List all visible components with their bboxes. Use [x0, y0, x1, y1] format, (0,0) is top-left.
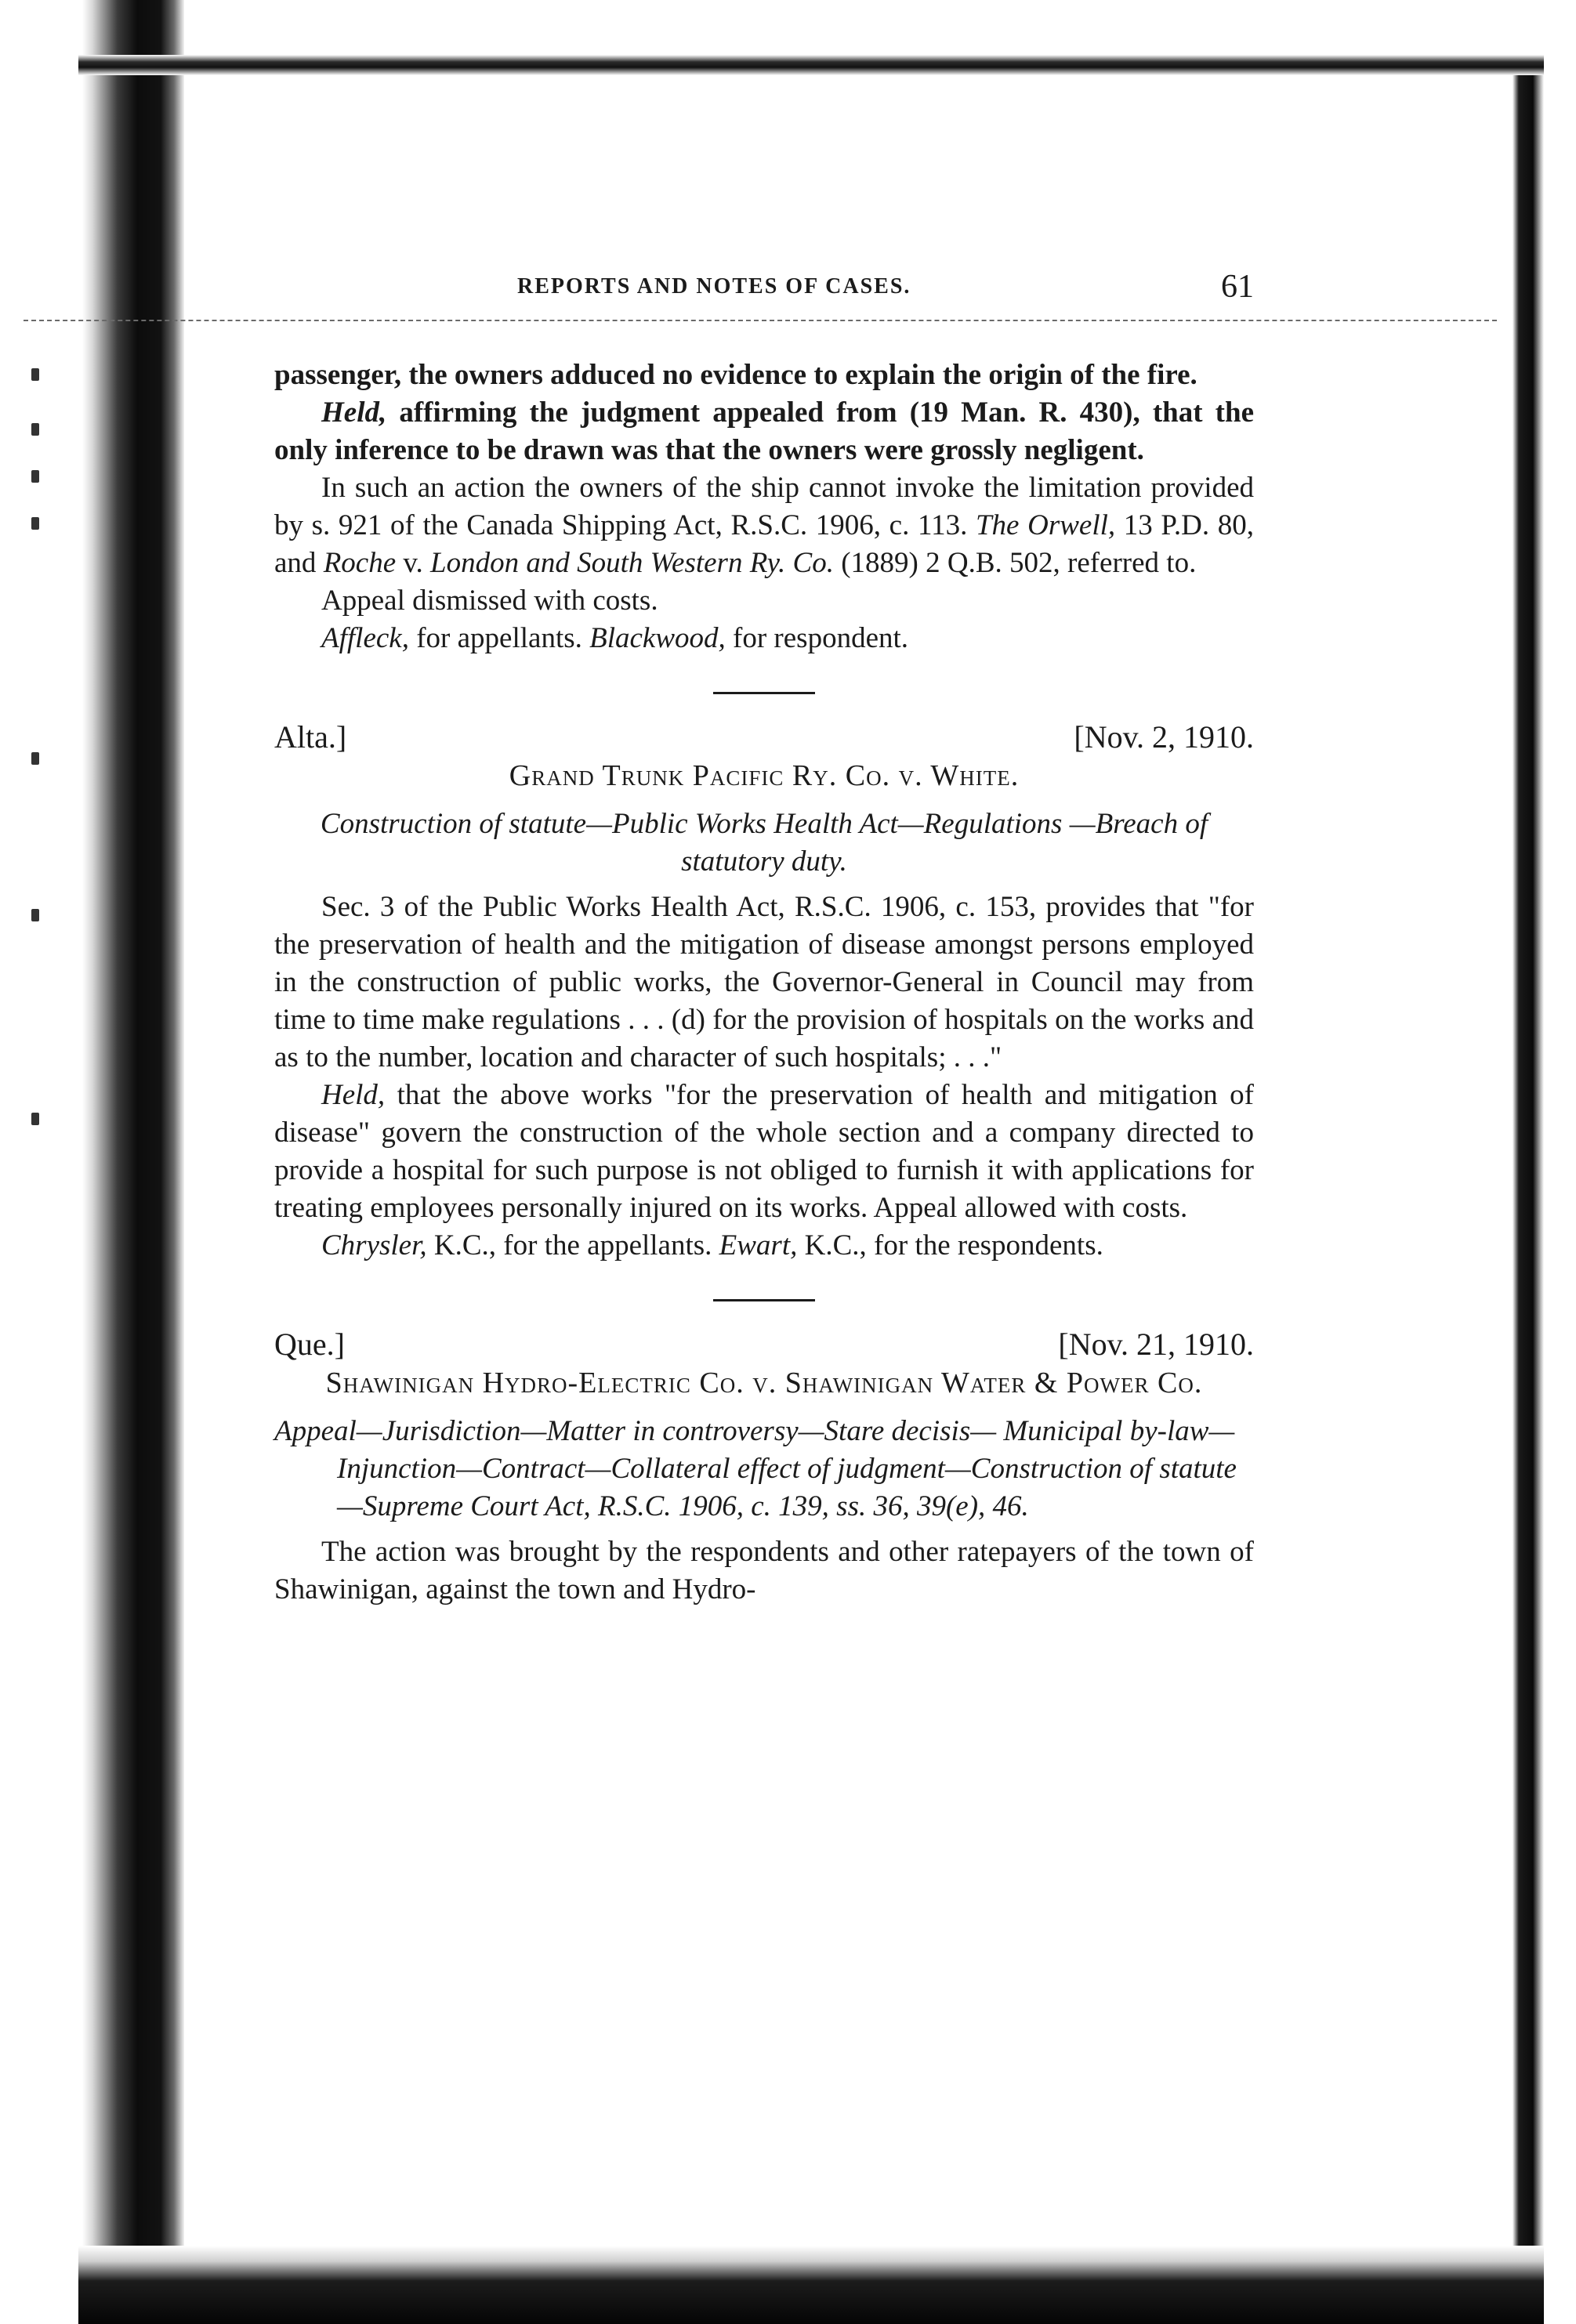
- case1-p3-orwell: The Orwell,: [975, 509, 1116, 541]
- page-number: 61: [1221, 269, 1254, 305]
- case1-p3-roche: Roche: [323, 547, 397, 579]
- case3-paragraph-1: The action was brought by the respondents and other ratepayers of the town of Shawinigan, against the town and Hydro-: [274, 1536, 1254, 1605]
- scan-speckle: [31, 909, 39, 921]
- counsel-affleck: Affleck,: [321, 622, 409, 654]
- counsel-blackwood: Blackwood,: [589, 622, 726, 654]
- case1-counsel: [274, 620, 1254, 657]
- case3-catchwords: Appeal—Jurisdiction—Matter in controversy—Stare decisis— Municipal by-law—Injunction—Contract—Collateral effect of judgment—Construction of statute—Supreme Court Act, R.S.C. 1906, c. 139, ss. 36, 39(e), 46.: [274, 1415, 1237, 1522]
- case3-court-line: [274, 1325, 1254, 1364]
- page-header: [274, 269, 1254, 313]
- page-body: [274, 357, 1254, 1609]
- case2-court-line: [274, 718, 1254, 757]
- header-rule: [24, 320, 1497, 321]
- case1-p3-london: London and South Western Ry. Co.: [430, 547, 834, 579]
- case2-province: Alta.]: [274, 719, 347, 755]
- counsel-ewart: Ewart,: [719, 1229, 798, 1262]
- held-label: Held,: [321, 1079, 386, 1111]
- case1-paragraph-2: [274, 394, 1254, 469]
- case-3: [274, 1325, 1254, 1609]
- scan-speckle: [31, 1113, 39, 1125]
- scan-speckle: [31, 752, 39, 765]
- case3-province: Que.]: [274, 1327, 345, 1362]
- case1-paragraph-3: [274, 469, 1254, 582]
- section-divider: [713, 692, 815, 694]
- case1-p3-text-b: 13 P.D. 80, and: [274, 509, 1255, 579]
- section-divider: [713, 1299, 815, 1301]
- case2-counsel-text-b: K.C., for the respondents.: [797, 1229, 1103, 1262]
- case-1: [274, 357, 1254, 657]
- scan-speckle: [31, 423, 39, 436]
- case2-paragraph-1: Sec. 3 of the Public Works Health Act, R.S.C. 1906, c. 153, provides that "for the preservation of health and the mitigation of disease amongst persons employed in the construction of public works, the Governor-General in Council may from time to time make regulations . . . (d) for the provision of hospitals on the works and as to the number, location and character of such hospitals; . . .": [274, 891, 1254, 1073]
- running-head: REPORTS AND NOTES OF CASES.: [517, 274, 911, 299]
- scan-speckle: [31, 517, 39, 530]
- case1-p3-text-d: (1889) 2 Q.B. 502, referred to.: [833, 547, 1197, 579]
- case2-title: Grand Trunk Pacific Ry. Co. v. White.: [509, 759, 1020, 792]
- case3-date: [Nov. 21, 1910.: [1058, 1327, 1254, 1362]
- scan-speckle: [31, 368, 39, 381]
- case2-catchwords: Construction of statute—Public Works Health Act—Regulations —Breach of statutory duty.: [320, 808, 1208, 878]
- held-label: Held,: [321, 396, 387, 429]
- case1-p3-text-c: v.: [396, 547, 430, 579]
- case2-counsel: [274, 1227, 1254, 1265]
- case2-counsel-text-a: K.C., for the appellants.: [426, 1229, 719, 1262]
- document-page: [274, 269, 1255, 1605]
- case2-date: [Nov. 2, 1910.: [1074, 719, 1254, 755]
- counsel-chrysler: Chrysler,: [321, 1229, 427, 1262]
- scan-edge-bottom: [78, 2246, 1544, 2324]
- scan-speckle: [31, 470, 39, 483]
- scan-edge-left: [0, 0, 184, 2324]
- case3-title: Shawinigan Hydro-Electric Co. v. Shawinigan Water & Power Co.: [325, 1367, 1203, 1399]
- case2-paragraph-2: [274, 1077, 1254, 1227]
- case2-paragraph-2-text: that the above works "for the preservation of health and mitigation of disease" govern the construction of the whole section and a company directed to provide a hospital for such purpose is not obliged to furnish it with applications for treating employees personally injured on its works. Appeal allowed with costs.: [274, 1079, 1254, 1224]
- case1-disposition: Appeal dismissed with costs.: [321, 585, 658, 617]
- case1-p3-text-a: In such an action the owners of the ship cannot invoke the limitation provided by s. 921 of the Canada Shipping Act, R.S.C. 1906, c. 113.: [274, 472, 1254, 541]
- case1-paragraph-2-text: affirming the judgment appealed from (19 Man. R. 430), that the only inference to be drawn was that the owners were grossly negligent.: [274, 396, 1254, 466]
- case-2: [274, 718, 1254, 1265]
- scan-edge-right: [1513, 55, 1544, 2324]
- case1-counsel-text-b: for respondent.: [725, 622, 909, 654]
- case1-paragraph-1: passenger, the owners adduced no evidence to explain the origin of the fire.: [274, 359, 1197, 391]
- scan-edge-top: [78, 55, 1544, 75]
- case1-counsel-text-a: for appellants.: [408, 622, 590, 654]
